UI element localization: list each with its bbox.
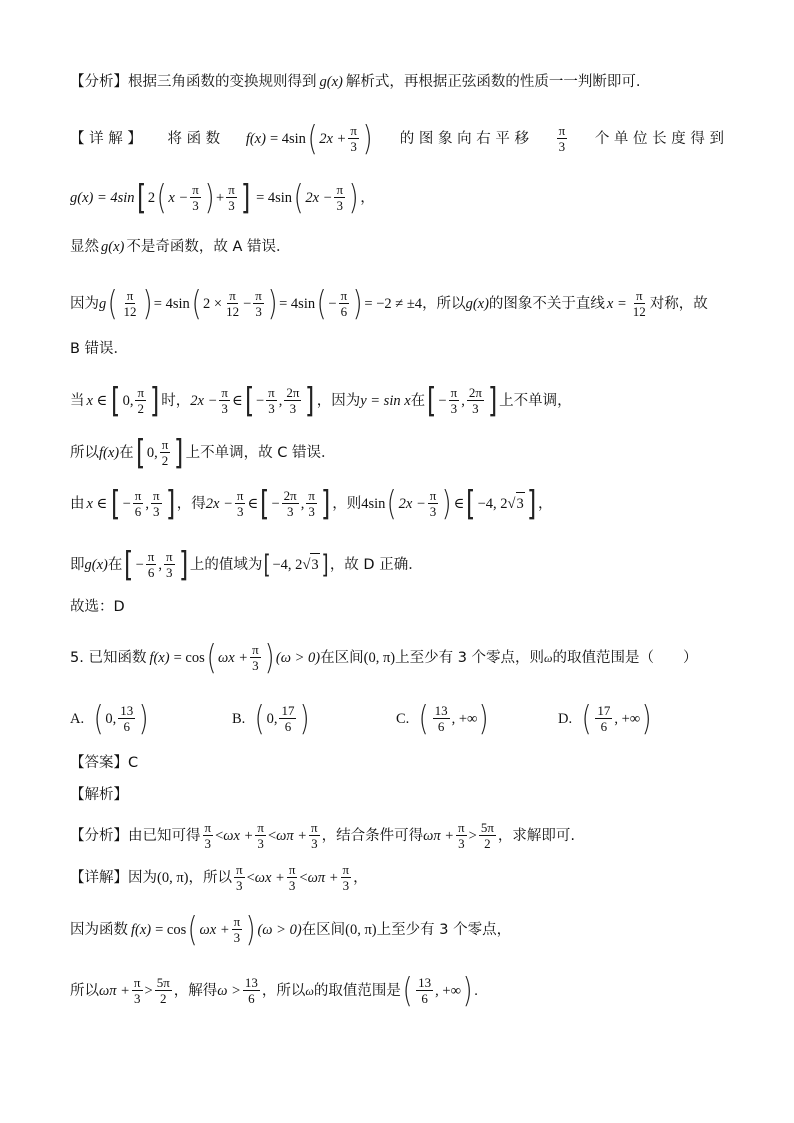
detail-line-9: 即 g(x) 在 [ − $\frac{\pi}{6}$ , $\frac{\pi}{3}$ ] 上的值域为 [ −4, 2 √ 3 ] ，故 D 正确． (70, 544, 423, 585)
detail-line-4: 因为 g ( $\frac{\pi}{12}$ ) = 4sin ( 2 × $\frac{\pi}{12}$ − $\frac{\pi}{3}$ ) = 4sin ( − $\frac{\pi}{6}$ ) = −2 ≠ ±4 ，所以 g(x) 的图象不关于直线 x = $\frac{\pi}{12}$ 对称，故 (70, 283, 708, 324)
detail-line-8: 由 x ∈ [ − $\frac{\pi}{6}$ , $\frac{\pi}{3}$ ] ，得 2x − $\frac{\pi}{3}$ ∈ [ − $\frac{2\pi}{3}$ , $\frac{\pi}{3}$ ] ，则 4sin ( 2x − $\frac{\pi}{3}$ ) ∈ [ −4, 2 √ 3 ] ， (70, 483, 553, 524)
detail-line-5: B 错误． (70, 341, 129, 357)
analysis-line-2: 【分析】 由已知可得 $\frac{\pi}{3}$ < ωx + $\frac{\pi}{3}$ < ωπ + $\frac{\pi}{3}$ ，结合条件可得 ωπ + $\frac{\pi}{3}$ > $\frac{5\pi}{2}$ ，求解即可. (70, 820, 575, 851)
option-b[interactable]: B. ( 0, $\frac{17}{6}$ ) (232, 698, 311, 739)
detail-line-3: 显然 g(x) 不是奇函数，故 A 错误． (70, 239, 291, 255)
analysis-line: 【分析】 根据三角函数的变换规则得到 g(x) 解析式，再根据正弦函数的性质一一判断即可. (70, 71, 724, 93)
question-5: 5. 已知函数 f(x) = cos ( ωx + $\frac{\pi}{3}$ ) (ω > 0) 在区间 (0, π) 上至少有 3 个零点，则 ω 的取值范围是（ ） (70, 637, 698, 678)
detail-line-2: g(x) = 4sin [ 2 ( x − $\frac{\pi}{3}$ ) + $\frac{\pi}{3}$ ] = 4sin ( 2x − $\frac{\pi}{3}$ ) ， (70, 177, 375, 218)
option-d[interactable]: D. ( $\frac{17}{6}$ , +∞ ) (558, 698, 652, 739)
detail-line-10: 【详解】 因为 (0, π) ，所以 $\frac{\pi}{3}$ < ωx + $\frac{\pi}{3}$ < ωπ + $\frac{\pi}{3}$ ， (70, 862, 368, 893)
detail-tag: 【 详 解 】 (70, 130, 142, 147)
answer-line: 【答案】C (70, 755, 139, 771)
detail-line-11: 因为函数 f(x) = cos ( ωx + $\frac{\pi}{3}$ ) (ω > 0) 在区间 (0, π) 上至少有 3 个零点， (70, 909, 512, 950)
detail-line-1: 【 详 解 】 将 函 数 f(x) = 4sin ( 2x + $\frac{\pi}{3}$ ) 的 图 象 向 右 平 移 $\frac{\pi}{3}$ 个 单 位 长 度 得 到 (70, 118, 724, 159)
detail-line-7: 所以 f(x) 在 [ 0, $\frac{\pi}{2}$ ] 上不单调，故 C 错误． (70, 432, 336, 473)
option-a[interactable]: A. ( 0, $\frac{13}{6}$ ) (70, 698, 149, 739)
analysis-header: 【解析】 (70, 787, 128, 803)
option-c[interactable]: C. ( $\frac{13}{6}$ , +∞ ) (396, 698, 489, 739)
detail-line-12: 所以 ωπ + $\frac{\pi}{3}$ > $\frac{5\pi}{2}$ ，解得 ω > $\frac{13}{6}$ ，所以 ω 的取值范围是 ( $\frac{13}{6}$ , +∞ ) . (70, 970, 478, 1011)
answer-choice-line: 故选：D (70, 599, 125, 615)
analysis-tag: 【分析】 (70, 74, 128, 90)
detail-line-6: 当 x ∈ [ 0, $\frac{\pi}{2}$ ] 时， 2x − $\frac{\pi}{3}$ ∈ [ − $\frac{\pi}{3}$ , $\frac{2\pi}{3}$ ] ，因为 y = sin x 在 [ − $\frac{\pi}{3}$ , $\frac{2\pi}{3}$ ] 上不单调， (70, 380, 572, 421)
options-row (70, 698, 724, 739)
